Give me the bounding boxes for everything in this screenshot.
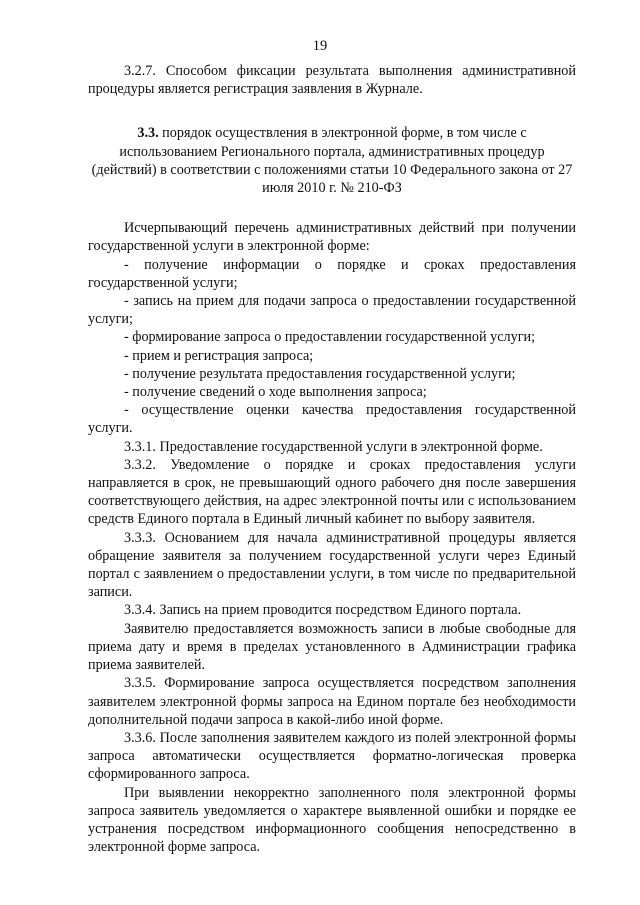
body-paragraph: - получение сведений о ходе выполнения запроса; xyxy=(124,384,427,401)
body-paragraph: - запись на прием для подачи запроса о предоставлении государственной услуги; xyxy=(88,293,576,328)
body-paragraph: 3.3.4. Запись на прием проводится посредством Единого портала. xyxy=(124,602,522,619)
intro-paragraph: 3.2.7. Способом фиксации результата выполнения административной процедуры является регистрация заявления в Журнале. xyxy=(88,63,576,98)
body-paragraph: - получение результата предоставления государственной услуги; xyxy=(124,365,516,382)
body-paragraph: Исчерпывающий перечень административных действий при получении государственной услуги в электронной форме: xyxy=(88,220,576,255)
section-number: 3.3. xyxy=(137,125,159,142)
section-heading xyxy=(88,124,576,197)
body-paragraph: 3.3.2. Уведомление о порядке и сроках предоставления услуги направляется в срок, не превышающий одного рабочего дня после завершения соответствующего действия, на адрес электронной почты или с использованием средств Единого портала в Единый личный кабинет по выбору заявителя. xyxy=(88,456,576,528)
body-paragraph: - получение информации о порядке и сроках предоставления государственной услуги; xyxy=(88,256,576,291)
body-paragraph: - прием и регистрация запроса; xyxy=(124,347,314,364)
body-paragraph: 3.3.1. Предоставление государственной услуги в электронной форме. xyxy=(124,438,543,455)
body-paragraph: Заявителю предоставляется возможность записи в любые свободные для приема дату и время в пределах установленного в Администрации графика приема заявителей. xyxy=(88,620,576,674)
body-paragraph: 3.3.3. Основанием для начала административной процедуры является обращение заявителя за получением государственной услуги через Единый портал с заявлением о предоставлении услуги, в том числе по предварительной записи. xyxy=(88,529,576,601)
body-paragraph: - формирование запроса о предоставлении государственной услуги; xyxy=(124,329,536,346)
body-paragraph: 3.3.5. Формирование запроса осуществляется посредством заполнения заявителем электронной формы запроса на Едином портале без необходимости дополнительной подачи запроса в какой-либо иной форме. xyxy=(88,675,576,728)
page-number: 19 xyxy=(312,38,328,54)
body-paragraph: - осуществление оценки качества предоставления государственной услуги. xyxy=(88,402,576,437)
section-title: порядок осуществления в электронной форме, в том числе с использованием Регионального портала, административных процедур (действий) в соответствии с положениями статьи 10 Федерального закона от 27 июля 2010 г. № 210-ФЗ xyxy=(91,125,573,197)
paragraph-list xyxy=(88,219,576,856)
body-paragraph: 3.3.6. После заполнения заявителем каждого из полей электронной формы запроса автоматически осуществляется форматно-логическая проверка сформированного запроса. xyxy=(88,729,576,783)
body-paragraph: При выявлении некорректно заполненного поля электронной формы запроса заявитель уведомляется о характере выявленной ошибки и порядке ее устранения посредством информационного сообщения непосредственно в электронной форме запроса. xyxy=(88,784,576,856)
document-body xyxy=(88,62,576,856)
